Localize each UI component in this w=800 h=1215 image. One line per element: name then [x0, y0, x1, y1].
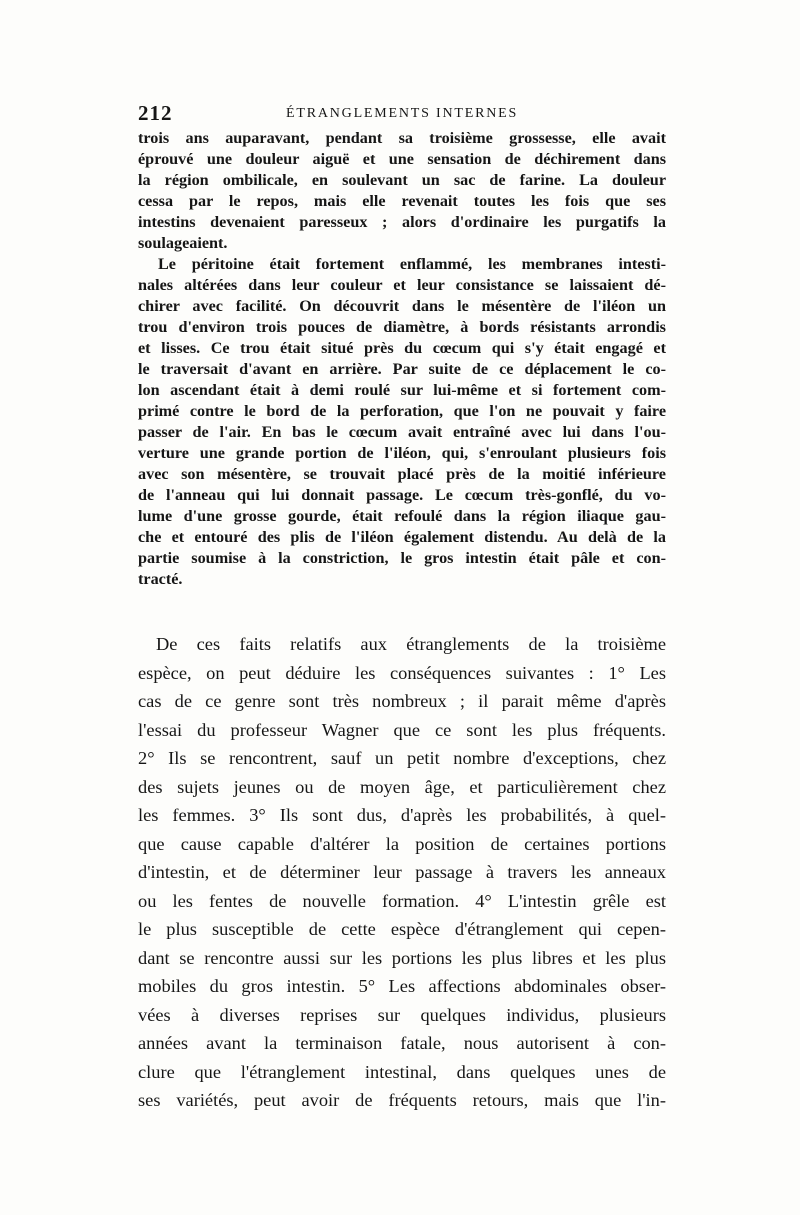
running-title: ÉTRANGLEMENTS INTERNES	[286, 106, 519, 121]
text-line: intestins devenaient paresseux ; alors d'ordinaire les purgatifs la	[138, 213, 666, 231]
text-line: passer de l'air. En bas le cœcum avait entraîné avec lui dans l'ou-	[138, 423, 666, 441]
running-head	[138, 102, 666, 124]
text-line: verture une grande portion de l'iléon, qui, s'enroulant plusieurs fois	[138, 444, 666, 462]
small-print-section	[138, 128, 666, 590]
text-line: vées à diverses reprises sur quelques individus, plusieurs	[138, 1004, 666, 1025]
text-line: cessa par le repos, mais elle revenait toutes les fois que ses	[138, 192, 666, 210]
text-line: et lisses. Ce trou était situé près du cœcum qui s'y était engagé et	[138, 339, 666, 357]
text-line: le traversait d'avant en arrière. Par suite de ce déplacement le co-	[138, 360, 666, 378]
text-line: lon ascendant était à demi roulé sur lui-même et si fortement com-	[138, 381, 666, 399]
text-line: éprouvé une douleur aiguë et une sensation de déchirement dans	[138, 150, 666, 168]
text-line: trois ans auparavant, pendant sa troisième grossesse, elle avait	[138, 129, 666, 147]
text-line: la région ombilicale, en soulevant un sac de farine. La douleur	[138, 171, 666, 189]
paragraph-case-history	[138, 128, 666, 254]
paragraph-autopsy	[138, 254, 666, 590]
text-line: que cause capable d'altérer la position de certaines portions	[138, 833, 666, 854]
text-line: che et entouré des plis de l'iléon également distendu. Au delà de la	[138, 528, 666, 546]
text-line: d'intestin, et de déterminer leur passage à travers les anneaux	[138, 862, 666, 882]
text-line: De ces faits relatifs aux étranglements de la troisième	[156, 634, 666, 654]
text-line: des sujets jeunes ou de moyen âge, et particulièrement chez	[138, 776, 666, 797]
page-number: 212	[138, 101, 173, 125]
text-line: primé contre le bord de la perforation, que l'on ne pouvait y faire	[138, 402, 666, 420]
text-line: de l'anneau qui lui donnait passage. Le cœcum très-gonflé, du vo-	[138, 486, 666, 504]
text-line: le plus susceptible de cette espèce d'étranglement qui cepen-	[138, 919, 666, 939]
text-line: l'essai du professeur Wagner que ce sont les plus fréquents.	[138, 719, 666, 740]
text-line: années avant la terminaison fatale, nous autorisent à con-	[138, 1033, 666, 1053]
text-line: mobiles du gros intestin. 5° Les affections abdominales obser-	[138, 976, 666, 996]
text-line: trou d'environ trois pouces de diamètre, à bords résistants arrondis	[138, 318, 666, 336]
text-line: partie soumise à la constriction, le gros intestin était pâle et con-	[138, 549, 666, 567]
text-line: ses variétés, peut avoir de fréquents retours, mais que l'in-	[138, 1090, 666, 1110]
text-line: les femmes. 3° Ils sont dus, d'après les probabilités, à quel-	[138, 805, 666, 825]
text-line: ou les fentes de nouvelle formation. 4° L'intestin grêle est	[138, 890, 666, 911]
paragraph-conclusions	[138, 630, 666, 1115]
text-line: lume d'une grosse gourde, était refoulé dans la région iliaque gau-	[138, 507, 666, 525]
text-line: espèce, on peut déduire les conséquences suivantes : 1° Les	[138, 662, 666, 683]
text-line: clure que l'étranglement intestinal, dans quelques unes de	[138, 1061, 666, 1082]
text-line: dant se rencontre aussi sur les portions les plus libres et les plus	[138, 947, 666, 968]
text-line: chirer avec facilité. On découvrit dans le mésentère de l'iléon un	[138, 297, 666, 315]
text-line: nales altérées dans leur couleur et leur consistance se laissaient dé-	[138, 276, 666, 294]
text-line: Le péritoine était fortement enflammé, les membranes intesti-	[158, 255, 666, 273]
text-line: tracté.	[138, 570, 183, 588]
text-line: avec son mésentère, se trouvait placé près de la moitié inférieure	[138, 465, 666, 483]
conclusions-section	[138, 630, 666, 1115]
text-line: 2° Ils se rencontrent, sauf un petit nombre d'exceptions, chez	[138, 748, 666, 768]
text-line: cas de ce genre sont très nombreux ; il parait même d'après	[138, 691, 666, 711]
text-line: soulageaient.	[138, 234, 228, 252]
